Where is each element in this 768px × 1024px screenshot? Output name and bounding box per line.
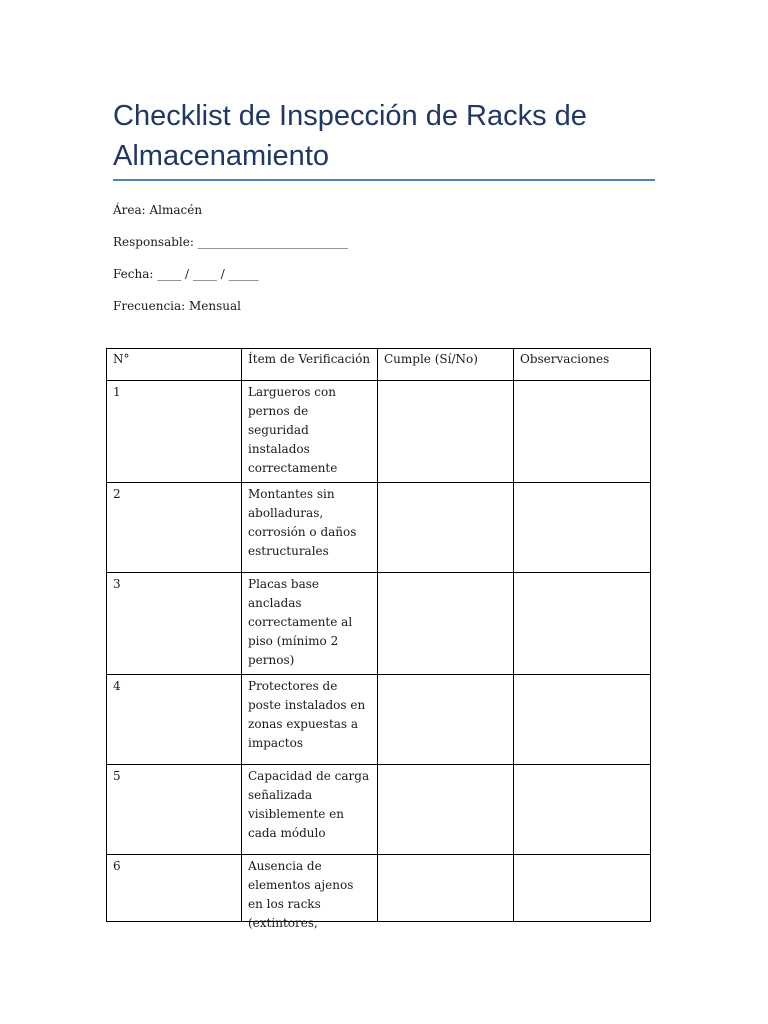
row-item: Capacidad de carga señalizada visiblemente en cada módulo [242,765,378,855]
table-row [107,573,651,675]
header-item: Ítem de Verificación [242,349,378,381]
row-cumple-cell[interactable] [378,483,514,573]
row-number: 3 [107,573,242,675]
row-number: 4 [107,675,242,765]
row-observaciones-cell[interactable] [514,855,651,922]
table-row [107,675,651,765]
header-cumple: Cumple (Sí/No) [378,349,514,381]
row-number: 6 [107,855,242,922]
table-row [107,483,651,573]
row-observaciones-cell[interactable] [514,381,651,483]
row-observaciones-cell[interactable] [514,573,651,675]
table-row [107,765,651,855]
row-item: Protectores de poste instalados en zonas expuestas a impactos [242,675,378,765]
table-row [107,855,651,922]
header-observaciones: Observaciones [514,349,651,381]
row-number: 1 [107,381,242,483]
fecha-line: Fecha: ____ / ____ / _____ [113,267,259,281]
row-item-text: Ausencia de elementos ajenos en los racks (extintores, [248,859,354,930]
row-cumple-cell[interactable] [378,675,514,765]
document-title: Checklist de Inspección de Racks de Almacenamiento [113,100,587,172]
row-cumple-cell[interactable] [378,765,514,855]
row-item: Montantes sin abolladuras, corrosión o daños estructurales [242,483,378,573]
responsable-line: Responsable: _________________________ [113,235,348,249]
row-item: Placas base ancladas correctamente al piso (mínimo 2 pernos) [242,573,378,675]
table-header-row [107,349,651,381]
row-number: 5 [107,765,242,855]
row-cumple-cell[interactable] [378,573,514,675]
header-number: N° [107,349,242,381]
frecuencia-line: Frecuencia: Mensual [113,299,242,313]
row-cumple-cell[interactable] [378,381,514,483]
inspection-table [106,348,651,930]
table-row [107,381,651,483]
area-line: Área: Almacén [113,203,203,217]
row-observaciones-cell[interactable] [514,675,651,765]
row-number: 2 [107,483,242,573]
row-observaciones-cell[interactable] [514,765,651,855]
row-item: Largueros con pernos de seguridad instalados correctamente [242,381,378,483]
row-item [242,855,378,930]
title-underline [113,179,655,181]
row-cumple-cell[interactable] [378,855,514,922]
row-observaciones-cell[interactable] [514,483,651,573]
